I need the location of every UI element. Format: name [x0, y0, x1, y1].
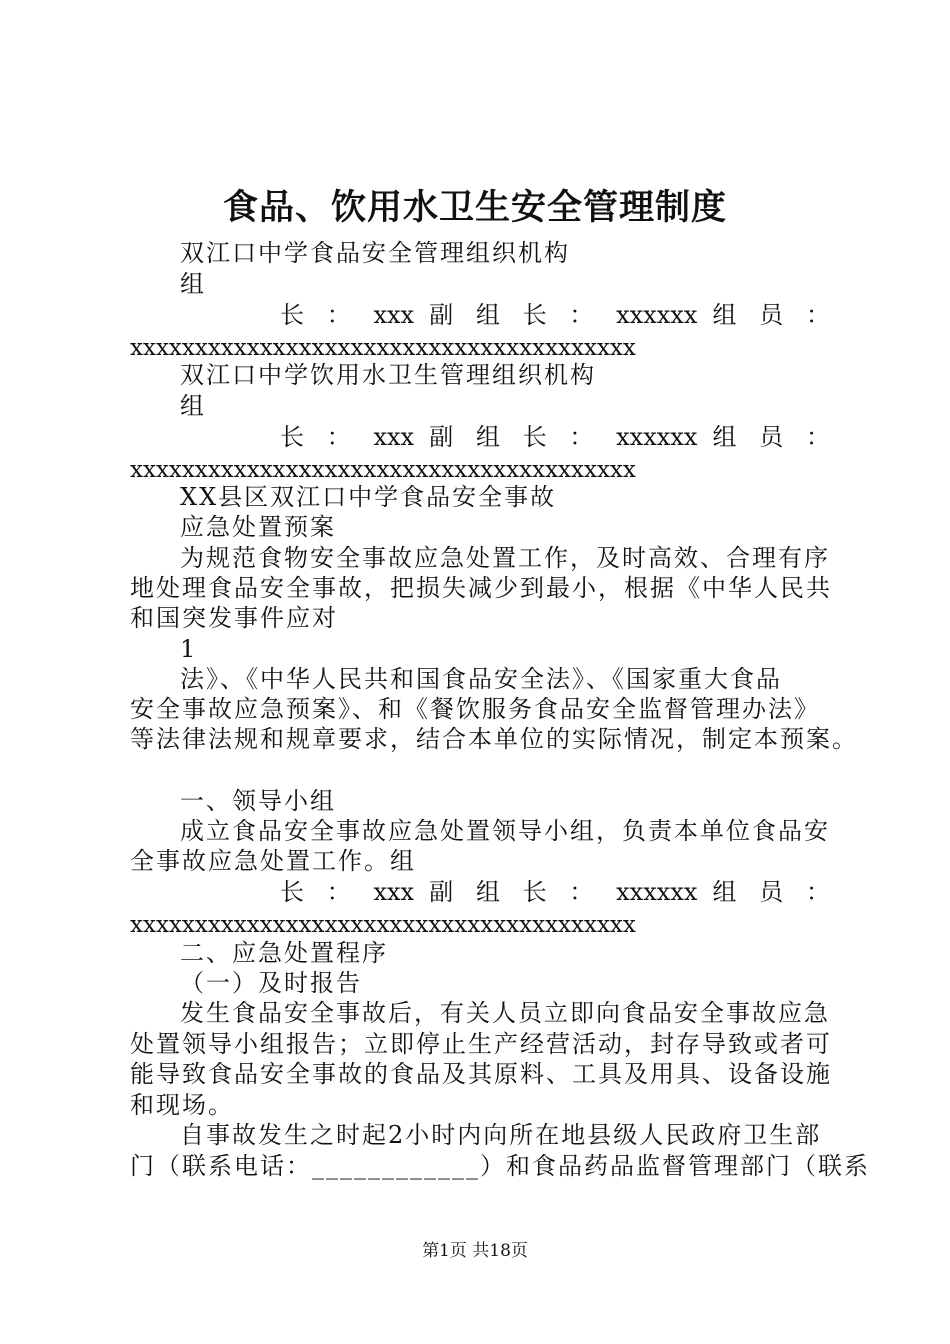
text-line: 为规范食物安全事故应急处置工作，及时高效、合理有序: [180, 544, 830, 572]
text-line: 能导致食品安全事故的食品及其原料、工具及用具、设备设施: [130, 1060, 832, 1088]
text-line: 门（联系电话：____________）和食品药品监督管理部门（联系: [130, 1152, 870, 1180]
text-line: xxxxxxxxxxxxxxxxxxxxxxxxxxxxxxxxxxxxxxx: [130, 912, 636, 938]
text-line: 处置领导小组报告；立即停止生产经营活动，封存导致或者可: [130, 1030, 832, 1058]
page-number: 第1页 共18页: [422, 1241, 528, 1261]
text-line: XX县区双江口中学食品安全事故: [180, 483, 557, 511]
text-line: 长 ： xxx 副 组 长 ： xxxxxx 组 员 ：: [280, 878, 830, 906]
text-line: 组: [180, 392, 206, 420]
text-line: 和国突发事件应对: [130, 604, 338, 632]
text-line: 应急处置预案: [180, 513, 336, 541]
text-line: 安全事故应急预案》、和《餐饮服务食品安全监督管理办法》: [130, 695, 820, 723]
text-line: xxxxxxxxxxxxxxxxxxxxxxxxxxxxxxxxxxxxxxx: [130, 457, 636, 483]
document-title: 食品、饮用水卫生安全管理制度: [222, 187, 727, 228]
section-heading: 二、应急处置程序: [180, 939, 388, 967]
text-line: 长 ： xxx 副 组 长 ： xxxxxx 组 员 ：: [280, 301, 830, 329]
subsection-heading: （一）及时报告: [180, 969, 362, 997]
text-line: 和现场。: [130, 1091, 234, 1119]
section-heading: 一、领导小组: [180, 787, 336, 815]
text-line: 1: [180, 635, 198, 663]
text-line: 双江口中学饮用水卫生管理组织机构: [180, 361, 596, 389]
text-line: xxxxxxxxxxxxxxxxxxxxxxxxxxxxxxxxxxxxxxx: [130, 335, 636, 361]
text-line: 法》、《中华人民共和国食品安全法》、《国家重大食品: [180, 665, 782, 693]
text-line: 自事故发生之时起2小时内向所在地县级人民政府卫生部: [180, 1121, 822, 1149]
text-line: 组: [180, 270, 206, 298]
text-line: 成立食品安全事故应急处置领导小组，负责本单位食品安: [180, 817, 830, 845]
text-line: 双江口中学食品安全管理组织机构: [180, 239, 570, 267]
text-line: 发生食品安全事故后，有关人员立即向食品安全事故应急: [180, 999, 830, 1027]
text-line: 地处理食品安全事故，把损失减少到最小，根据《中华人民共: [130, 574, 832, 602]
text-line: 长 ： xxx 副 组 长 ： xxxxxx 组 员 ：: [280, 423, 830, 451]
text-line: 等法律法规和规章要求，结合本单位的实际情况，制定本预案。: [130, 725, 858, 753]
text-line: 全事故应急处置工作。组: [130, 847, 416, 875]
